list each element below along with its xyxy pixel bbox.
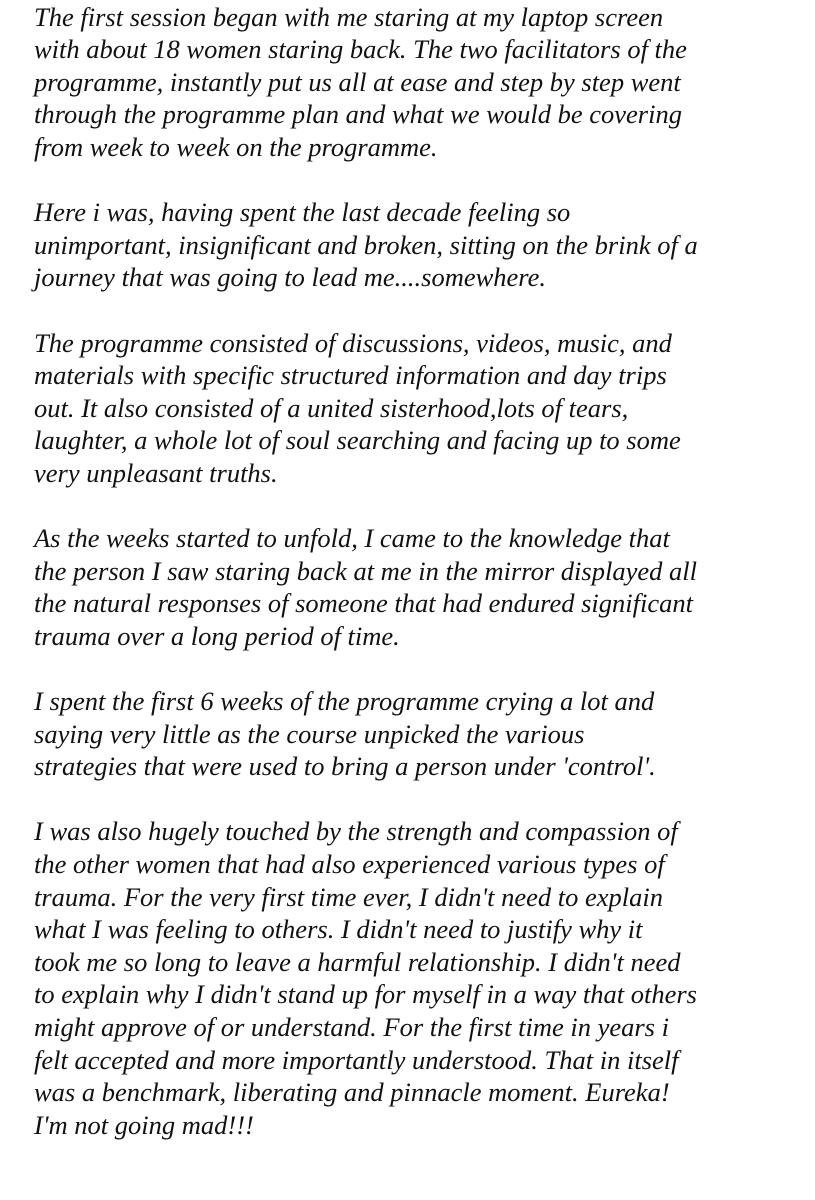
- paragraph-6-line-9: was a benchmark, liberating and pinnacle moment. Eureka!: [34, 1077, 670, 1108]
- paragraph-2-line-3: journey that was going to lead me....somewhere.: [34, 262, 547, 293]
- paragraph-3-line-5: very unpleasant truths.: [34, 457, 278, 488]
- paragraph-1-line-1: The first session began with me staring at my laptop screen: [34, 1, 664, 32]
- paragraph-gap: [34, 164, 794, 197]
- paragraph-3-line-2: materials with specific structured information and day trips: [34, 360, 667, 391]
- paragraph-3-line-1: The programme consisted of discussions, videos, music, and: [34, 327, 672, 358]
- document-body: [34, 0, 794, 1141]
- paragraph-gap: [34, 783, 794, 816]
- paragraph-6-line-10: I'm not going mad!!!: [34, 1109, 254, 1140]
- paragraph-1-line-5: from week to week on the programme.: [34, 131, 438, 162]
- paragraph-6-line-6: to explain why I didn't stand up for myself in a way that others: [34, 979, 697, 1010]
- paragraph-4-line-2: the person I saw staring back at me in the mirror displayed all: [34, 555, 697, 586]
- paragraph-2-line-1: Here i was, having spent the last decade feeling so: [34, 197, 571, 228]
- paragraph-6-line-7: might approve of or understand. For the first time in years i: [34, 1012, 669, 1042]
- paragraph-1-line-3: programme, instantly put us all at ease and step by step went: [34, 66, 681, 97]
- paragraph-gap: [34, 490, 794, 523]
- paragraph-gap: [34, 652, 794, 685]
- paragraph-3-line-3: out. It also consisted of a united sisterhood,lots of tears,: [34, 392, 629, 423]
- paragraph-4-line-4: trauma over a long period of time.: [34, 620, 400, 651]
- paragraph-6-line-3: trauma. For the very first time ever, I didn't need to explain: [34, 881, 664, 912]
- paragraph-5-line-3: strategies that were used to bring a person under 'control'.: [34, 751, 656, 782]
- paragraph-4-line-3: the natural responses of someone that had endured significant: [34, 588, 694, 619]
- paragraph-6-line-5: took me so long to leave a harmful relationship. I didn't need: [34, 946, 681, 977]
- paragraph-1-line-2: with about 18 women staring back. The two facilitators of the: [34, 34, 687, 65]
- paragraph-2-line-2: unimportant, insignificant and broken, sitting on the brink of a: [34, 229, 698, 260]
- paragraph-6-line-1: I was also hugely touched by the strength and compassion of: [34, 816, 678, 847]
- paragraph-3-line-4: laughter, a whole lot of soul searching and facing up to some: [34, 425, 681, 456]
- paragraph-gap: [34, 294, 794, 327]
- paragraph-6-line-8: felt accepted and more importantly understood. That in itself: [34, 1044, 679, 1075]
- paragraph-4-line-1: As the weeks started to unfold, I came to the knowledge that: [34, 523, 670, 554]
- paragraph-5-line-2: saying very little as the course unpicked the various: [34, 718, 585, 749]
- paragraph-6-line-2: the other women that had also experienced various types of: [34, 849, 665, 880]
- paragraph-5-line-1: I spent the first 6 weeks of the programme crying a lot and: [34, 686, 655, 717]
- paragraph-1-line-4: through the programme plan and what we would be covering: [34, 99, 682, 130]
- paragraph-6-line-4: what I was feeling to others. I didn't need to justify why it: [34, 914, 643, 945]
